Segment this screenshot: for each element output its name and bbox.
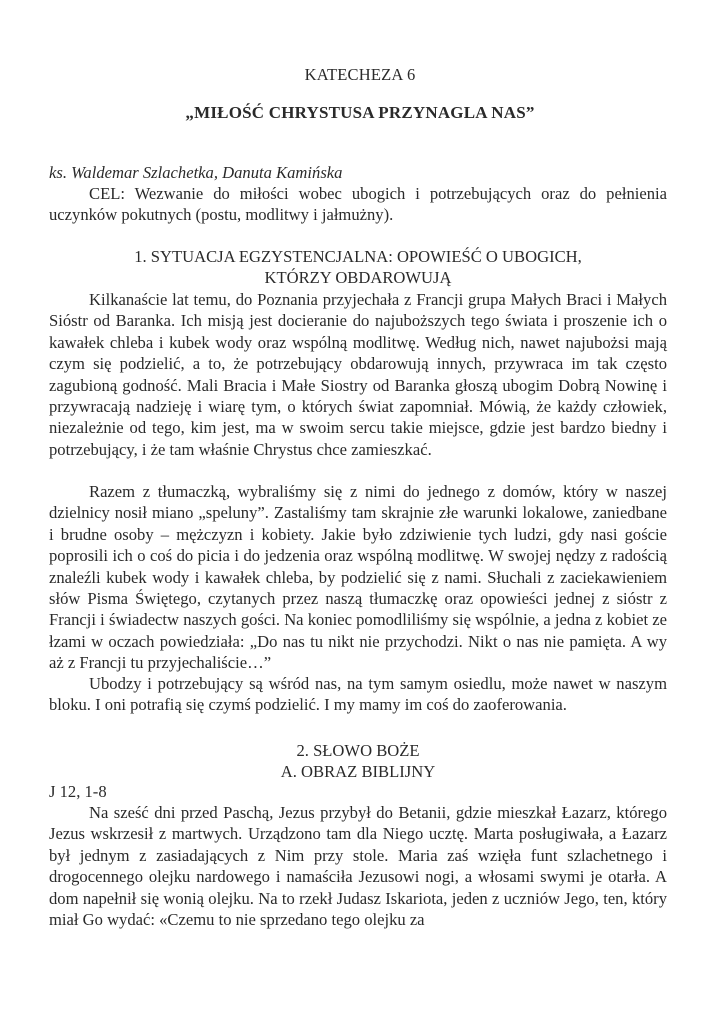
section1-heading-line1: 1. SYTUACJA EGZYSTENCJALNA: OPOWIEŚĆ O UBOGICH, (134, 247, 582, 266)
section1-heading-line2: KTÓRZY OBDAROWUJĄ (264, 268, 452, 288)
section1-paragraph-3 (49, 673, 667, 716)
paragraph-text: Razem z tłumaczką, wybraliśmy się z nimi do jednego z domów, który w naszej dzielnicy nosił miano „speluny”. Zastaliśmy tam skrajnie złe warunki lokalowe, zaniedbane i brudne osoby – mężczyzn i kobiety. Jakie było zdziwienie tych ludzi, gdy nasi goście poprosili ich o coś do picia i do jedzenia oraz wspólną modlitwę. W swojej nędzy z radością znaleźli kubek wody i kawałek chleba, by podzielić się z nami. Słuchali z zaciekawieniem słów Pisma Świętego, czytanych przez naszą tłumaczkę oraz opowieści jednej z sióstr z Francji i świadectw naszych gości. Na koniec pomodliliśmy się wspólnie, a jedna z kobiet ze łzami w oczach powiedziała: „Do nas tu nikt nie przychodzi. Nikt o nas nie pamięta. A wy aż z Francji tu przyjechaliście…” (49, 482, 667, 673)
paragraph-text: Ubodzy i potrzebujący są wśród nas, na tym samym osiedlu, może nawet w naszym bloku. I oni potrafią się czymś podzielić. I my mamy im coś do zaoferowania. (49, 674, 667, 715)
bible-reference-text: J 12, 1-8 (49, 782, 107, 801)
page-title: „MIŁOŚĆ CHRYSTUSA PRZYNAGLA NAS” (185, 103, 535, 122)
section1-paragraph-1 (49, 289, 667, 460)
section2-heading-title: 2. SŁOWO BOŻE (296, 741, 420, 760)
section2-paragraph (49, 802, 667, 930)
catechesis-label: KATECHEZA 6 (304, 65, 416, 84)
goal-text: CEL: Wezwanie do miłości wobec ubogich i potrzebujących oraz do pełnienia uczynków pokutnych (postu, modlitwy i jałmużny). (49, 184, 667, 225)
authors-line: ks. Waldemar Szlachetka, Danuta Kamińska (49, 163, 343, 182)
section1-heading (49, 246, 667, 289)
bible-reference (49, 781, 667, 802)
section2-subheading: A. OBRAZ BIBLIJNY (280, 762, 436, 782)
section2-heading (49, 740, 667, 783)
paragraph-text: Kilkanaście lat temu, do Poznania przyjechała z Francji grupa Małych Braci i Małych Sióstr od Baranka. Ich misją jest docieranie do najuboższych tego świata i proszenie ich o kawałek chleba i kubek wody oraz wspólną modlitwę. Według nich, nawet najubożsi mają czym się podzielić, a to, że potrzebujący obdarowują innych, przywraca im tak często zagubioną godność. Mali Bracia i Małe Siostry od Baranka głoszą ubogim Dobrą Nowinę i przywracają nadzieję i wiarę tym, o których świat zapomniał. Mówią, że każdy człowiek, niezależnie od tego, kim jest, ma w swoim sercu takie miejsce, gdzie jest bardzo biedny i potrzebujący, i że tam właśnie Chrystus chce zamieszkać. (49, 290, 667, 459)
goal-paragraph (49, 183, 667, 226)
paragraph-text: Na sześć dni przed Paschą, Jezus przybył do Betanii, gdzie mieszkał Łazarz, którego Jezus wskrzesił z martwych. Urządzono tam dla Niego ucztę. Marta posługiwała, a Łazarz był jednym z zasiadających z Nim przy stole. Maria zaś wzięła funt szlachetnego i drogocennego olejku nardowego i namaściła Jezusowi nogi, a włosami swymi je otarła. A dom napełnił się wonią olejku. Na to rzekł Judasz Iskariota, jeden z uczniów Jego, ten, który miał Go wydać: «Czemu to nie sprzedano tego olejku za (49, 803, 667, 930)
section1-paragraph-2 (49, 481, 667, 674)
